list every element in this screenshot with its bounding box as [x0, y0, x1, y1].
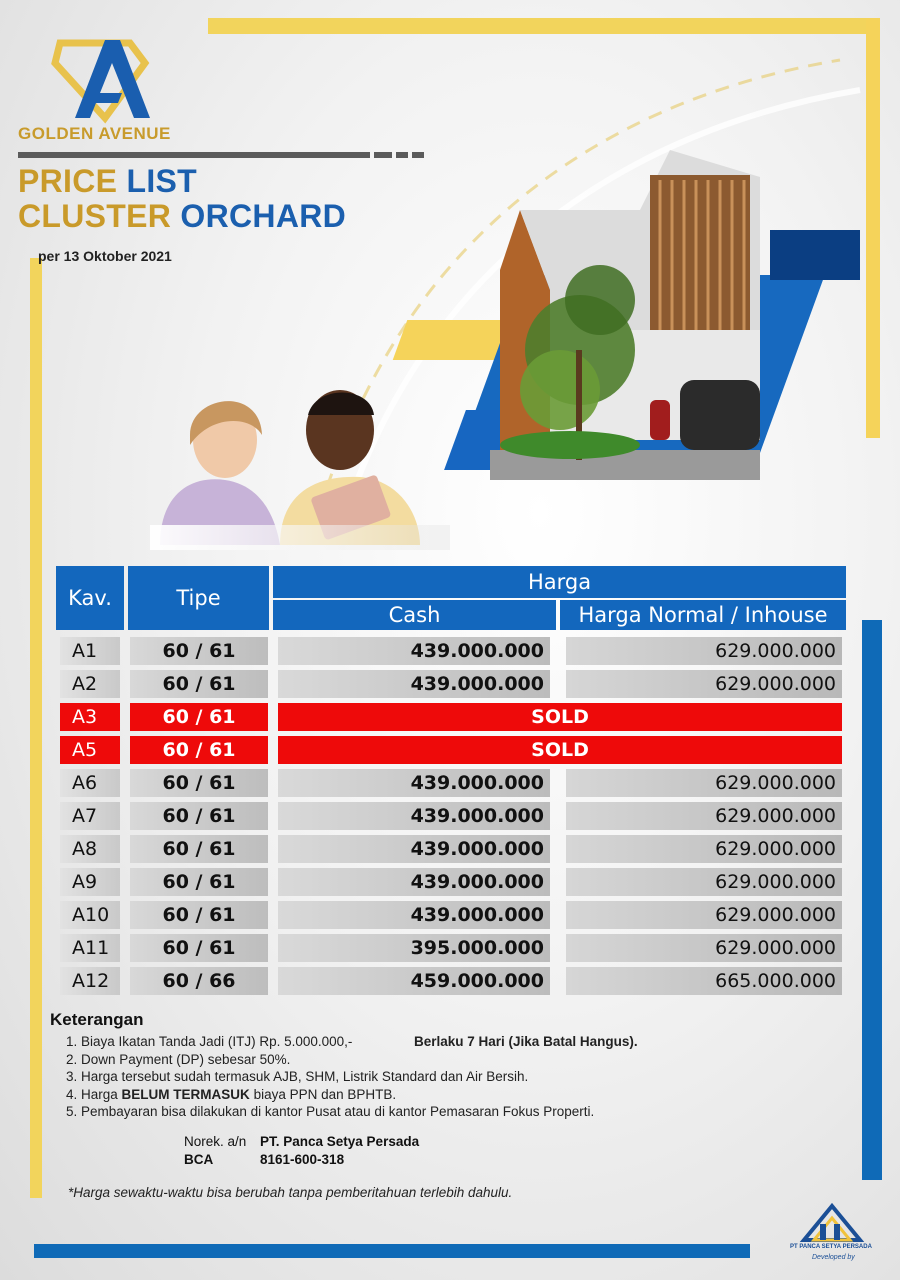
- title-word: ORCHARD: [180, 198, 347, 234]
- cell-normal-price: 629.000.000: [566, 934, 842, 962]
- brand-name: GOLDEN AVENUE: [18, 124, 171, 143]
- cell-normal-price: 629.000.000: [566, 670, 842, 698]
- table-row: [60, 802, 842, 830]
- cell-tipe: 60 / 61: [130, 868, 268, 896]
- bank-account-name: PT. Panca Setya Persada: [260, 1134, 420, 1149]
- table-row: [60, 637, 842, 665]
- blue-frame-right: [862, 620, 882, 1180]
- bank-account-number: 8161-600-318: [260, 1151, 345, 1167]
- house-illustration: [490, 150, 760, 480]
- cell-kav: A9: [60, 868, 120, 896]
- notes-title: Keterangan: [50, 1010, 144, 1029]
- bank-info: [184, 1133, 419, 1168]
- cell-cash-price: 439.000.000: [278, 637, 550, 665]
- cell-tipe: 60 / 61: [130, 670, 268, 698]
- cell-kav: A10: [60, 901, 120, 929]
- note-item: 3. Harga tersebut sudah termasuk AJB, SHM, Listrik Standard dan Air Bersih.: [66, 1069, 529, 1084]
- cell-normal-price: 629.000.000: [566, 868, 842, 896]
- cell-kav: A12: [60, 967, 120, 995]
- table-row: [60, 703, 842, 731]
- cell-kav: A1: [60, 637, 120, 665]
- note-validity: Berlaku 7 Hari (Jika Batal Hangus).: [414, 1034, 638, 1049]
- table-row: [60, 736, 842, 764]
- navy-stripe: [770, 230, 860, 280]
- note-item: 2. Down Payment (DP) sebesar 50%.: [66, 1051, 291, 1067]
- title-word: CLUSTER: [18, 198, 172, 234]
- developed-by: Developed by: [812, 1254, 855, 1261]
- cell-cash-price: 439.000.000: [278, 769, 550, 797]
- title-word: LIST: [126, 163, 198, 199]
- page-title: [18, 164, 346, 234]
- cell-tipe: 60 / 61: [130, 934, 268, 962]
- cell-kav: A7: [60, 802, 120, 830]
- golden-avenue-logo: [50, 38, 160, 128]
- cell-normal-price: 665.000.000: [566, 967, 842, 995]
- cell-tipe: 60 / 61: [130, 901, 268, 929]
- note-emphasis: BELUM TERMASUK: [121, 1086, 250, 1102]
- table-row: [60, 967, 842, 995]
- table-row: [60, 934, 842, 962]
- bank-name: BCA: [184, 1151, 214, 1167]
- table-row: [60, 901, 842, 929]
- divider-segment: [396, 152, 408, 158]
- header-harga: Harga: [273, 566, 846, 598]
- gold-frame-left: [30, 258, 42, 1198]
- cell-cash-price: 439.000.000: [278, 802, 550, 830]
- notes-list: [66, 1033, 826, 1121]
- table-row: [60, 835, 842, 863]
- disclaimer: *Harga sewaktu-waktu bisa berubah tanpa pemberitahuan terlebih dahulu.: [68, 1185, 513, 1200]
- cell-cash-price: 439.000.000: [278, 868, 550, 896]
- header-cash: Cash: [273, 600, 556, 630]
- couple-photo: [150, 385, 440, 545]
- cell-kav: A2: [60, 670, 120, 698]
- cell-normal-price: 629.000.000: [566, 637, 842, 665]
- table-row: [60, 670, 842, 698]
- cell-tipe: 60 / 61: [130, 637, 268, 665]
- developer-name: PT PANCA SETYA PERSADA: [790, 1244, 872, 1250]
- cell-cash-price: 395.000.000: [278, 934, 550, 962]
- cell-normal-price: 629.000.000: [566, 901, 842, 929]
- cell-cash-price: 459.000.000: [278, 967, 550, 995]
- table-row: [60, 868, 842, 896]
- header-tipe: Tipe: [128, 566, 269, 630]
- cell-sold-status: SOLD: [278, 703, 842, 731]
- gold-frame-top: [208, 18, 872, 34]
- cell-sold-status: SOLD: [278, 736, 842, 764]
- cell-tipe: 60 / 66: [130, 967, 268, 995]
- brand-divider: [18, 152, 370, 158]
- cell-tipe: 60 / 61: [130, 802, 268, 830]
- photo-fade: [150, 525, 450, 550]
- cell-kav: A6: [60, 769, 120, 797]
- header-normal: Harga Normal / Inhouse: [560, 600, 846, 630]
- cell-kav: A8: [60, 835, 120, 863]
- cell-tipe: 60 / 61: [130, 835, 268, 863]
- cell-kav: A5: [60, 736, 120, 764]
- cell-tipe: 60 / 61: [130, 703, 268, 731]
- note-item: 5. Pembayaran bisa dilakukan di kantor Pusat atau di kantor Pemasaran Fokus Properti.: [66, 1104, 595, 1119]
- title-word: PRICE: [18, 163, 118, 199]
- note-text: biaya PPN dan BPHTB.: [253, 1086, 397, 1102]
- cell-kav: A11: [60, 934, 120, 962]
- bank-label: Norek. a/n: [184, 1134, 247, 1149]
- divider-segment: [374, 152, 392, 158]
- cell-cash-price: 439.000.000: [278, 901, 550, 929]
- divider-segment: [412, 152, 424, 158]
- note-item: [66, 1086, 826, 1104]
- cell-normal-price: 629.000.000: [566, 835, 842, 863]
- cell-normal-price: 629.000.000: [566, 769, 842, 797]
- cell-normal-price: 629.000.000: [566, 802, 842, 830]
- cell-tipe: 60 / 61: [130, 736, 268, 764]
- price-date: per 13 Oktober 2021: [38, 248, 172, 264]
- note-text: 1. Biaya Ikatan Tanda Jadi (ITJ) Rp. 5.000.000,-: [66, 1034, 353, 1049]
- note-text: 4. Harga: [66, 1086, 118, 1102]
- cell-cash-price: 439.000.000: [278, 670, 550, 698]
- header-kav: Kav.: [56, 566, 124, 630]
- cell-cash-price: 439.000.000: [278, 835, 550, 863]
- blue-frame-bottom: [34, 1244, 750, 1258]
- table-row: [60, 769, 842, 797]
- note-item: [66, 1033, 826, 1051]
- cell-tipe: 60 / 61: [130, 769, 268, 797]
- cell-kav: A3: [60, 703, 120, 731]
